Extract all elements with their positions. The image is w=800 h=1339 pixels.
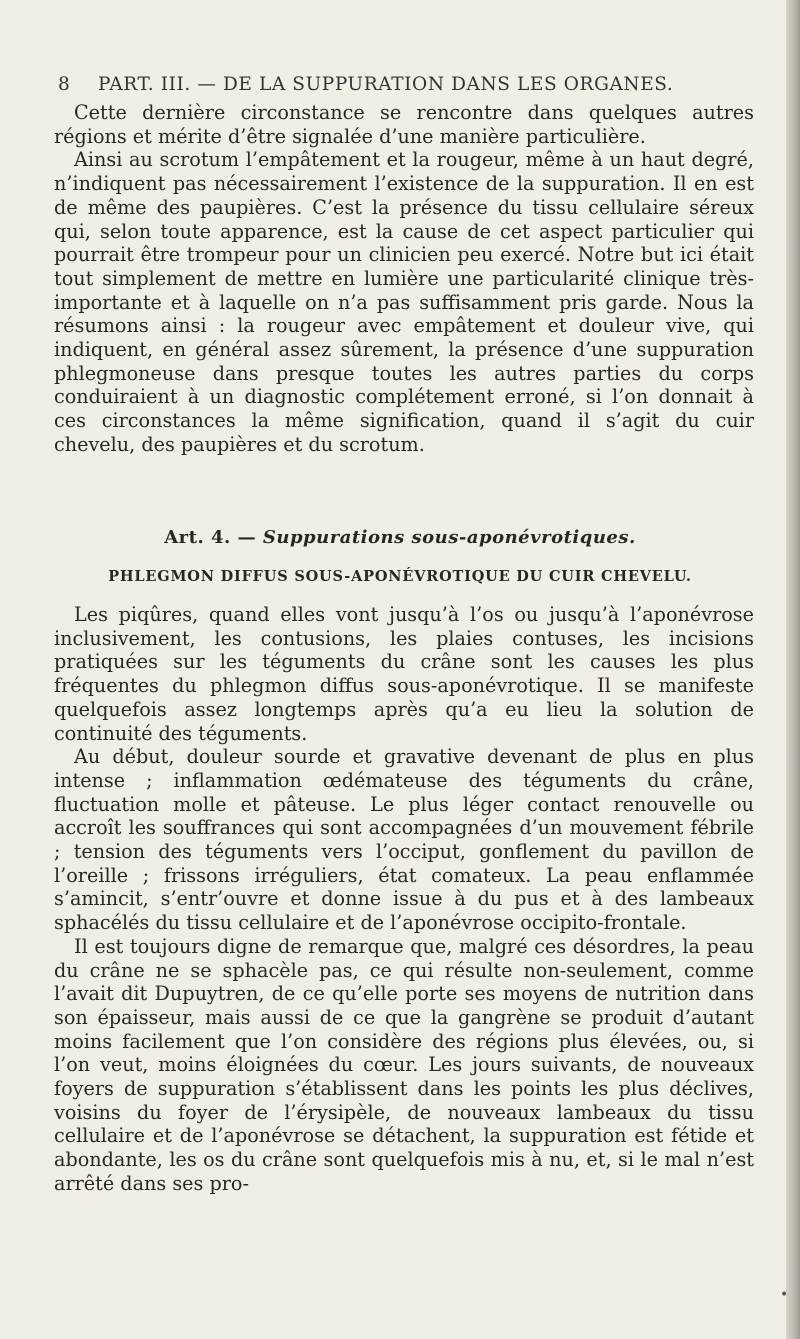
paragraph: Il est toujours digne de remarque que, malgré ces désordres, la peau du crâne ne se sphacèle pas, ce qui résulte non-seulement, comme l’avait dit Dupuytren, de ce qu’elle porte ses moyens de nutrition dans son épaisseur, mais aussi de ce que la gangrène se produit d’autant moins facilement que l’on considère des régions plus élevées, ou, si l’on veut, moins éloignées du cœur. Les jours suivants, de nouveaux foyers de suppuration s’établissent dans les points les plus déclives, voisins du foyer de l’érysipèle, de nouveaux lambeaux du tissu cellulaire et de l’aponévrose se détachent, la suppuration est fétide et abondante, les os du crâne sont quelquefois mis à nu, et, si le mal n’est arrêté dans ses pro- [54, 934, 754, 1195]
paragraph: Les piqûres, quand elles vont jusqu’à l’os ou jusqu’à l’aponévrose inclusivement, les contusions, les plaies contuses, les incisions pratiquées sur les téguments du crâne sont les causes les plus fréquentes du phlegmon diffus sous-aponévrotique. Il se manifeste quelquefois assez longtemps après qu’a eu lieu la solution de continuité des téguments. [54, 603, 754, 745]
article-label: Art. 4. [164, 527, 231, 548]
page-number: 8 [58, 74, 71, 95]
running-header [58, 74, 748, 95]
page-edge-shadow [786, 0, 800, 1339]
paragraph: Cette dernière circonstance se rencontre dans quelques autres régions et mérite d’être signalée d’une manière particulière. [54, 101, 754, 148]
intro-section [54, 101, 754, 457]
body-section [54, 603, 754, 1196]
footer-mark: • [780, 1287, 789, 1303]
article-title: Suppurations sous-aponévrotiques. [262, 527, 636, 548]
article-dash: — [237, 527, 257, 548]
paragraph: Ainsi au scrotum l’empâtement et la rougeur, même à un haut degré, n’indiquent pas nécessairement l’existence de la suppuration. Il en est de même des paupières. C’est la présence du tissu cellulaire séreux qui, selon toute apparence, est la cause de cet aspect particulier qui pourrait être trompeur pour un clinicien peu exercé. Notre but ici était tout simplement de mettre en lumière une particularité clinique très-importante et à laquelle on n’a pas suffisamment pris garde. Nous la résumons ainsi : la rougeur avec empâtement et douleur vive, qui indiquent, en général assez sûrement, la présence d’une suppuration phlegmoneuse dans presque toutes les autres parties du corps conduiraient à un diagnostic complétement erroné, si l’on donnait à ces circonstances la même signification, quand il s’agit du cuir chevelu, des paupières et du scrotum. [54, 148, 754, 456]
article-heading [0, 527, 800, 548]
paragraph: Au début, douleur sourde et gravative devenant de plus en plus intense ; inflammation œdémateuse des téguments du crâne, fluctuation molle et pâteuse. Le plus léger contact renouvelle ou accroît les souffrances qui sont accompagnées d’un mouvement fébrile ; tension des téguments vers l’occiput, gonflement du pavillon de l’oreille ; frissons irréguliers, état comateux. La peau enflammée s’amincit, s’entr’ouvre et donne issue à du pus et à des lambeaux sphacélés du tissu cellulaire et de l’aponévrose occipito-frontale. [54, 745, 754, 935]
section-subtitle: PHLEGMON DIFFUS SOUS-APONÉVROTIQUE DU CUIR CHEVELU. [108, 568, 692, 585]
running-title: PART. III. — DE LA SUPPURATION DANS LES ORGANES. [98, 74, 674, 95]
